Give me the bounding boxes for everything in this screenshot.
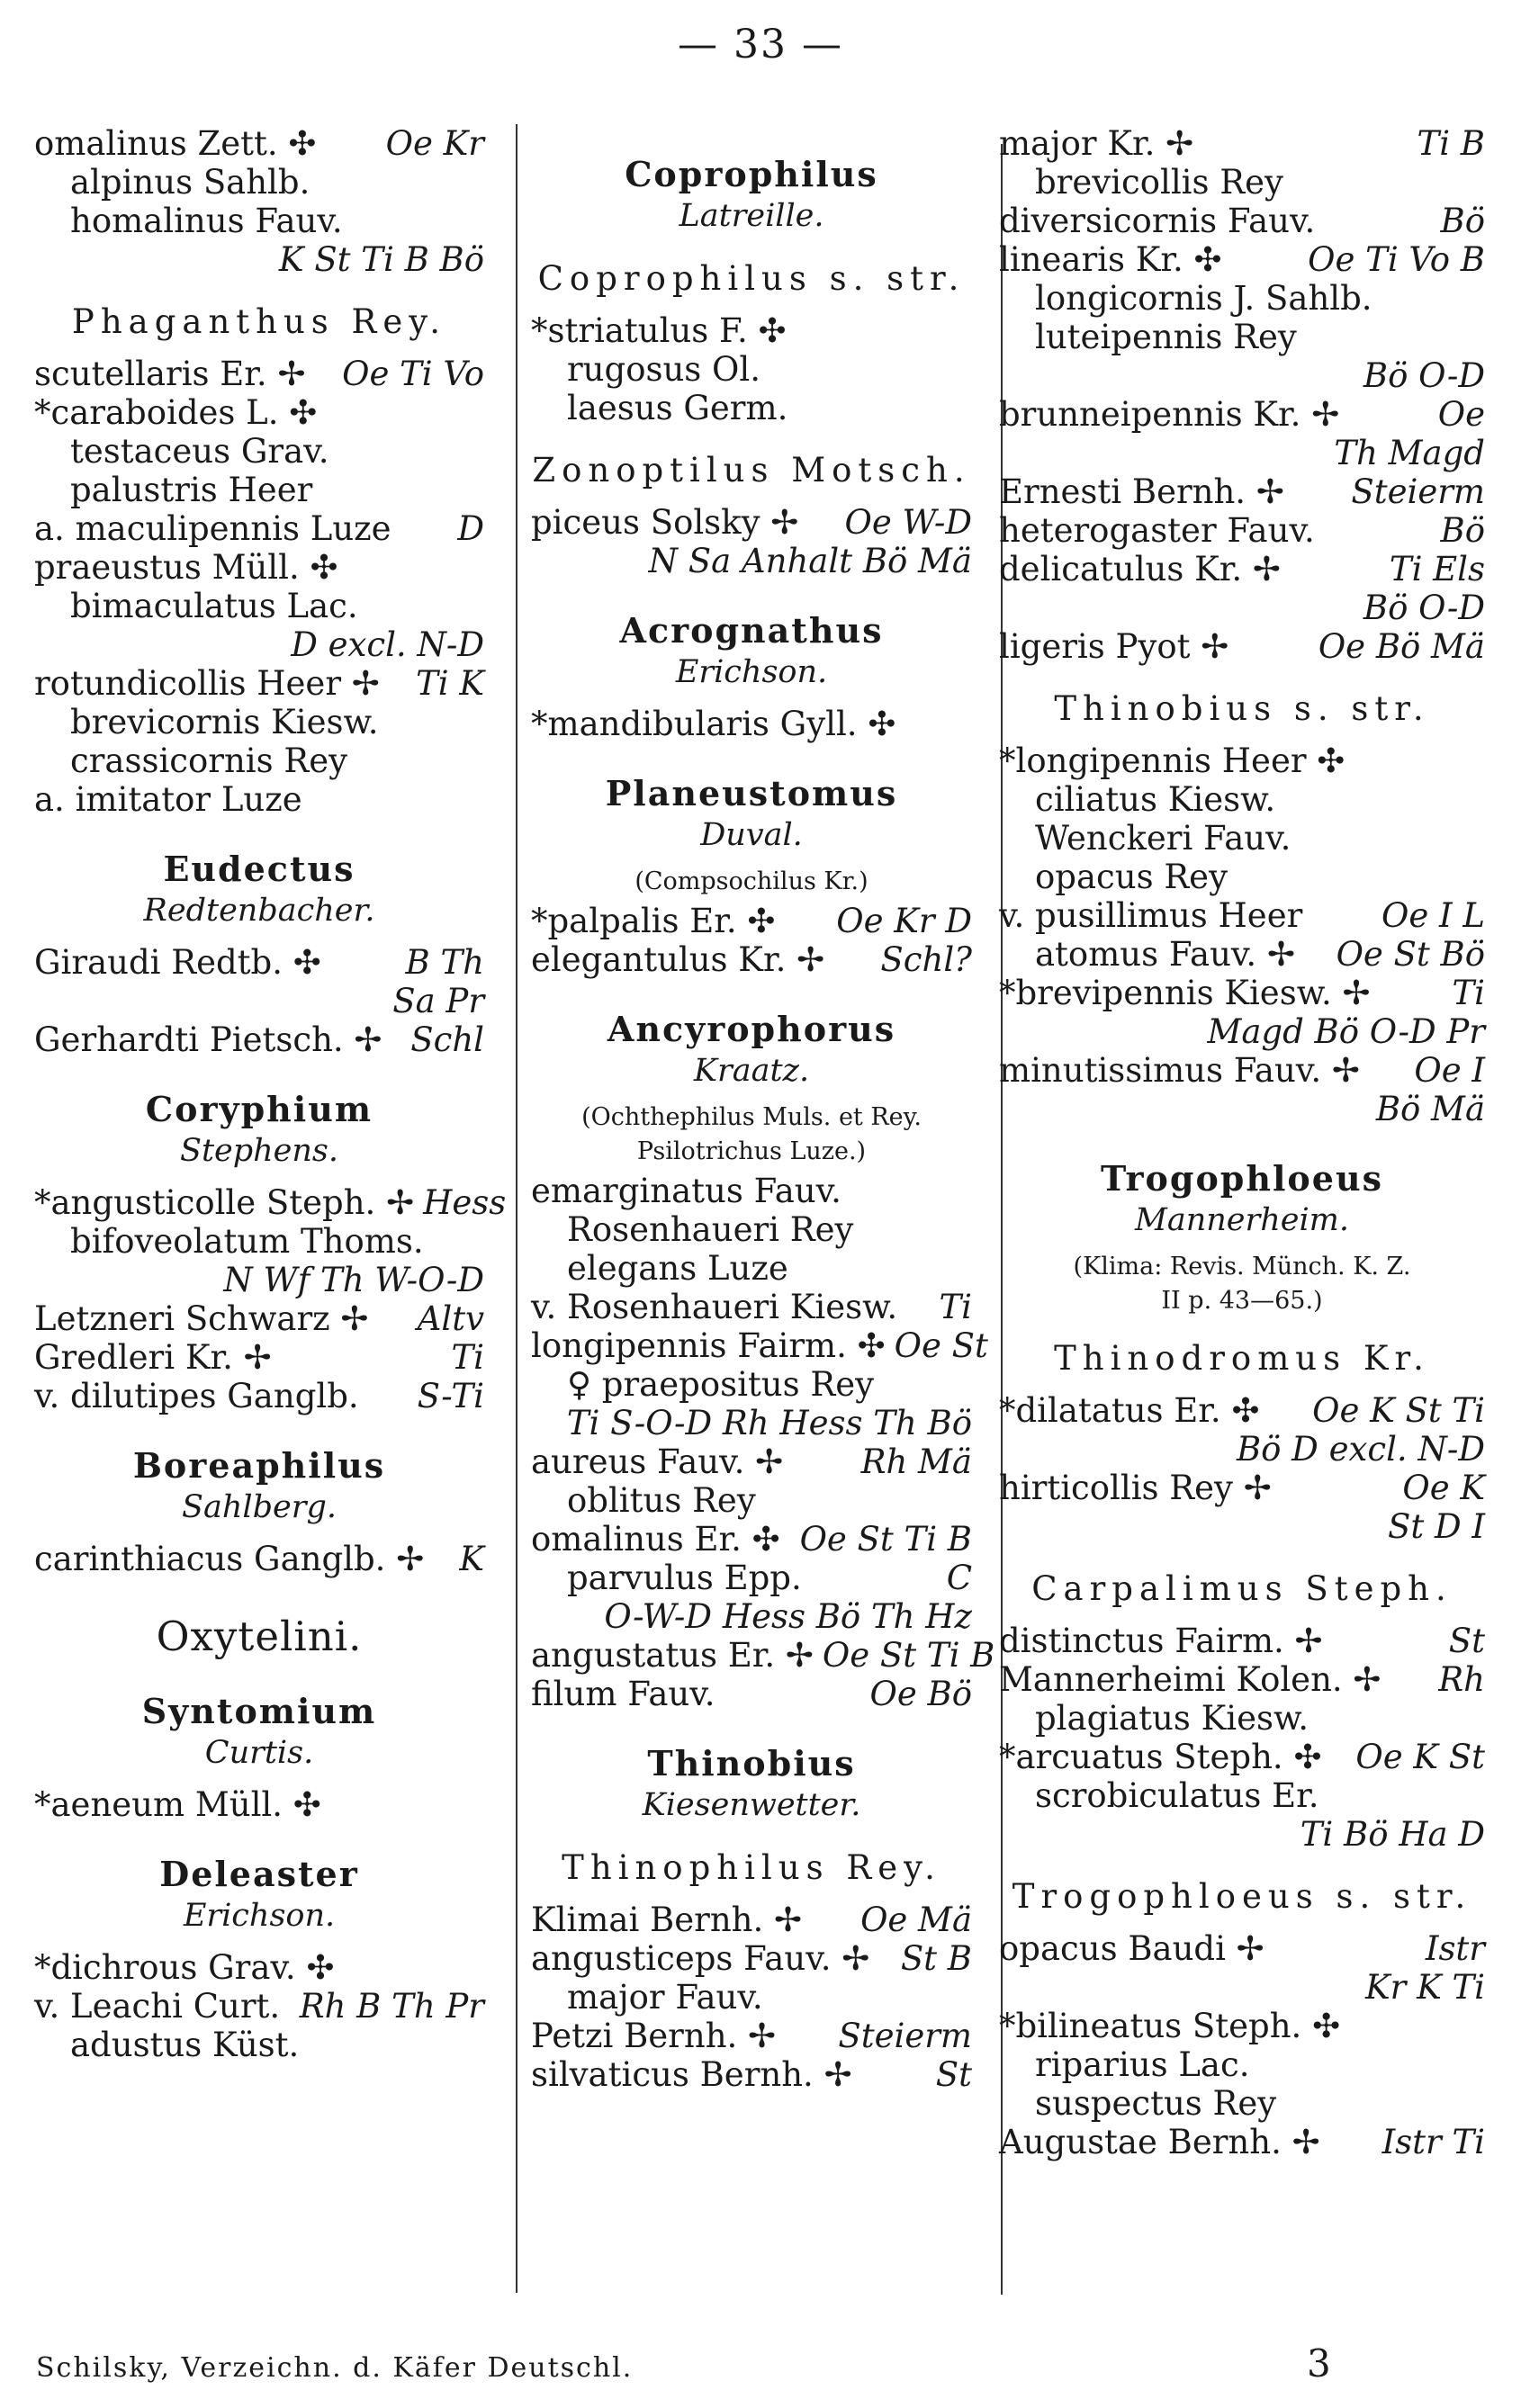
species-name: scutellaris Er. ✢ <box>34 355 306 393</box>
species-entry <box>531 1249 972 1288</box>
species-name: hirticollis Rey ✢ <box>999 1469 1272 1507</box>
species-name: a. maculipennis Luze <box>34 509 392 548</box>
distribution: Hess <box>423 1183 507 1222</box>
species-entry <box>34 1540 484 1578</box>
genus-heading: Ancyrophorus <box>607 1009 896 1049</box>
species-name: praeustus Müll. ✣ <box>34 548 338 587</box>
species-name: omalinus Zett. ✣ <box>34 124 317 163</box>
species-entry <box>531 1442 972 1481</box>
synonym-note: II p. 43—65.) <box>1161 1287 1323 1315</box>
species-entry <box>34 202 484 240</box>
genus-heading: Syntomium <box>141 1691 377 1731</box>
species-entry <box>999 202 1485 240</box>
distribution: Oe Mä <box>860 1900 972 1939</box>
species-entry <box>999 240 1485 279</box>
species-entry <box>34 1299 484 1338</box>
species-entry <box>531 705 972 743</box>
species-name: carinthiacus Ganglb. ✢ <box>34 1540 425 1578</box>
species-entry <box>999 511 1485 550</box>
column-2 <box>531 124 995 2094</box>
species-name: crassicornis Rey <box>70 741 348 780</box>
distribution-continuation: O-W-D Hess Bö Th Hz <box>604 1597 972 1636</box>
species-name: Gerhardti Pietsch. ✢ <box>34 1020 382 1059</box>
distribution: Oe Kr D <box>836 902 972 940</box>
species-entry <box>34 2026 484 2064</box>
species-name: brevicollis Rey <box>1035 163 1283 202</box>
species-name: bifoveolatum Thoms. <box>70 1222 424 1261</box>
species-name: *mandibularis Gyll. ✣ <box>531 705 896 743</box>
species-name: delicatulus Kr. ✢ <box>999 550 1281 589</box>
species-entry <box>531 1939 972 1978</box>
species-name: *dilatatus Er. ✣ <box>999 1391 1260 1430</box>
tribe-heading: Oxytelini. <box>156 1613 363 1660</box>
species-name: testaceus Grav. <box>70 432 329 471</box>
genus-author: Kraatz. <box>693 1053 810 1089</box>
distribution: D <box>457 509 484 548</box>
distribution: Oe St Ti B <box>799 1520 972 1559</box>
distribution: Istr <box>1425 1929 1485 1968</box>
genus-author: Curtis. <box>204 1735 314 1771</box>
distribution-continuation: Bö O-D <box>1363 356 1485 395</box>
species-entry <box>999 935 1485 974</box>
species-name: Wenckeri Fauv. <box>1035 819 1292 858</box>
distribution: St <box>1448 1622 1485 1660</box>
species-name: v. Leachi Curt. <box>34 1987 281 2026</box>
distribution-continuation: Bö O-D <box>1363 589 1485 627</box>
species-entry <box>531 311 972 350</box>
species-entry <box>34 741 484 780</box>
species-entry <box>34 163 484 202</box>
species-name: palustris Heer <box>70 471 313 509</box>
species-name: rugosus Ol. <box>567 350 760 389</box>
distribution-continuation: K St Ti B Bö <box>278 240 484 279</box>
species-entry <box>999 1391 1485 1430</box>
species-entry <box>34 780 484 819</box>
species-entry <box>999 2007 1485 2045</box>
species-entry <box>34 548 484 587</box>
species-name: Klimai Bernh. ✢ <box>531 1900 803 1939</box>
species-entry <box>34 432 484 471</box>
species-entry <box>34 124 484 163</box>
subgenus-heading: Trogophloeus s. str. <box>1012 1877 1472 1916</box>
species-name: laesus Germ. <box>567 389 788 427</box>
species-entry <box>999 741 1485 780</box>
species-name: Gredleri Kr. ✢ <box>34 1338 272 1377</box>
genus-author: Mannerheim. <box>1135 1202 1349 1238</box>
species-entry <box>34 509 484 548</box>
species-entry <box>999 780 1485 819</box>
species-entry <box>999 550 1485 589</box>
column-1 <box>34 124 507 2064</box>
subgenus-heading: Thinophilus Rey. <box>562 1848 941 1887</box>
species-name: v. dilutipes Ganglb. <box>34 1377 359 1415</box>
distribution: St <box>935 2055 972 2094</box>
distribution: Altv <box>417 1299 484 1338</box>
distribution: Oe W-D <box>844 503 972 542</box>
species-entry <box>999 858 1485 896</box>
species-name: oblitus Rey <box>567 1481 756 1520</box>
species-name: suspectus Rey <box>1035 2084 1277 2123</box>
species-name: elegantulus Kr. ✢ <box>531 940 825 979</box>
species-entry <box>999 163 1485 202</box>
distribution: Oe Bö Mä <box>1318 627 1485 666</box>
genus-heading: Acrognathus <box>619 610 884 651</box>
distribution: Bö <box>1440 511 1485 550</box>
distribution: Ti B <box>1417 124 1485 163</box>
species-entry <box>34 1020 484 1059</box>
distribution: Ti <box>451 1338 484 1377</box>
species-entry <box>34 664 484 703</box>
genus-heading: Planeustomus <box>605 773 898 813</box>
species-name: a. imitator Luze <box>34 780 302 819</box>
footer-sheet-number: 3 <box>1307 2341 1331 2386</box>
species-entry <box>999 279 1485 318</box>
synonym-note: (Ochthephilus Muls. et Rey. <box>581 1103 922 1131</box>
species-name: filum Fauv. <box>531 1675 716 1713</box>
distribution: S-Ti <box>417 1377 484 1415</box>
species-name: luteipennis Rey <box>1035 318 1297 356</box>
species-entry <box>531 940 972 979</box>
species-name: *caraboides L. ✣ <box>34 393 318 432</box>
species-name: elegans Luze <box>567 1249 788 1288</box>
species-entry <box>999 1929 1485 1968</box>
distribution: Rh Mä <box>860 1442 972 1481</box>
distribution: Oe Ti Vo B <box>1308 240 1485 279</box>
genus-heading: Coprophilus <box>625 154 878 194</box>
species-name: *palpalis Er. ✣ <box>531 902 776 940</box>
distribution-continuation: N Sa Anhalt Bö Mä <box>648 542 972 580</box>
species-name: Ernesti Bernh. ✢ <box>999 472 1284 511</box>
genus-author: Latreille. <box>679 198 824 234</box>
species-entry <box>999 1469 1485 1507</box>
species-name: ♀ praepositus Rey <box>567 1365 875 1404</box>
species-name: heterogaster Fauv. <box>999 511 1315 550</box>
species-entry <box>999 974 1485 1012</box>
species-name: *aeneum Müll. ✣ <box>34 1785 321 1824</box>
distribution-continuation: Ti Bö Ha D <box>1300 1815 1485 1854</box>
species-entry <box>999 1051 1485 1090</box>
species-entry <box>531 1636 995 1675</box>
distribution: B Th <box>405 943 484 982</box>
species-name: Augustae Bernh. ✢ <box>999 2123 1320 2161</box>
species-entry <box>531 1520 972 1559</box>
species-name: Letzneri Schwarz ✢ <box>34 1299 369 1338</box>
distribution-continuation: Sa Pr <box>392 982 484 1020</box>
species-entry <box>34 1987 484 2026</box>
distribution: Oe I L <box>1382 896 1485 935</box>
distribution: Oe Bö <box>869 1675 972 1713</box>
species-name: longicornis J. Sahlb. <box>1035 279 1372 318</box>
subgenus-heading: Zonoptilus Motsch. <box>532 451 971 490</box>
species-name: angusticeps Fauv. ✢ <box>531 1939 870 1978</box>
species-entry <box>531 1365 972 1404</box>
species-name: atomus Fauv. ✢ <box>1035 935 1295 974</box>
species-entry <box>531 1210 972 1249</box>
species-entry <box>34 703 484 741</box>
distribution: Steierm <box>838 2017 972 2055</box>
species-name: Rosenhaueri Rey <box>567 1210 854 1249</box>
distribution: Oe St <box>894 1326 988 1365</box>
genus-heading: Trogophloeus <box>1101 1158 1383 1199</box>
species-name: rotundicollis Heer ✢ <box>34 664 380 703</box>
column-3 <box>999 124 1485 2161</box>
distribution: Schl? <box>880 940 972 979</box>
distribution: St B <box>900 1939 972 1978</box>
page-number: — 33 — <box>678 22 843 67</box>
footer-signature: Schilsky, Verzeichn. d. Käfer Deutschl. <box>36 2352 634 2384</box>
species-entry <box>34 471 484 509</box>
distribution: Oe <box>1437 395 1485 434</box>
species-entry <box>531 1481 972 1520</box>
species-entry <box>999 1699 1485 1738</box>
species-name: piceus Solsky ✢ <box>531 503 799 542</box>
species-name: silvaticus Bernh. ✢ <box>531 2055 852 2094</box>
species-entry <box>34 1222 484 1261</box>
distribution-continuation: Bö Mä <box>1375 1090 1485 1128</box>
species-entry <box>999 472 1485 511</box>
species-entry <box>999 819 1485 858</box>
species-name: *bilineatus Steph. ✣ <box>999 2007 1341 2045</box>
species-name: *striatulus F. ✣ <box>531 311 787 350</box>
species-entry <box>531 503 972 542</box>
distribution: Oe Ti Vo <box>342 355 484 393</box>
distribution-continuation: D excl. N-D <box>291 625 484 664</box>
distribution: K <box>459 1540 484 1578</box>
species-entry <box>531 1326 988 1365</box>
distribution: Rh <box>1438 1660 1485 1699</box>
genus-heading: Coryphium <box>145 1089 374 1129</box>
species-entry <box>999 1660 1485 1699</box>
species-name: plagiatus Kiesw. <box>1035 1699 1310 1738</box>
distribution: Ti Els <box>1389 550 1485 589</box>
species-name: riparius Lac. <box>1035 2045 1250 2084</box>
subgenus-heading: Thinodromus Kr. <box>1054 1339 1430 1378</box>
species-name: *angusticolle Steph. ✢ <box>34 1183 415 1222</box>
species-name: diversicornis Fauv. <box>999 202 1316 240</box>
synonym-note: (Compsochilus Kr.) <box>634 867 868 895</box>
species-entry <box>999 2123 1485 2161</box>
distribution: Ti K <box>416 664 484 703</box>
distribution-continuation: N Wf Th W-O-D <box>223 1261 484 1299</box>
species-name: angustatus Er. ✢ <box>531 1636 814 1675</box>
species-entry <box>531 2055 972 2094</box>
species-name: parvulus Epp. <box>567 1559 802 1597</box>
distribution: Oe St Ti B <box>822 1636 995 1675</box>
species-name: v. Rosenhaueri Kiesw. <box>531 1288 898 1326</box>
species-entry <box>531 350 972 389</box>
distribution-continuation: Bö D excl. N-D <box>1236 1430 1485 1469</box>
species-name: Mannerheimi Kolen. ✢ <box>999 1660 1382 1699</box>
species-name: brunneipennis Kr. ✢ <box>999 395 1340 434</box>
species-entry <box>34 943 484 982</box>
distribution: Oe K St <box>1355 1738 1485 1776</box>
species-entry <box>34 1183 507 1222</box>
species-name: linearis Kr. ✣ <box>999 240 1222 279</box>
distribution-continuation: St D I <box>1387 1507 1485 1546</box>
genus-author: Redtenbacher. <box>143 893 375 929</box>
species-entry <box>531 1978 972 2017</box>
genus-heading: Boreaphilus <box>132 1445 386 1486</box>
distribution: Oe K <box>1402 1469 1485 1507</box>
genus-heading: Thinobius <box>647 1743 856 1784</box>
species-name: minutissimus Fauv. ✢ <box>999 1051 1360 1090</box>
species-name: *longipennis Heer ✣ <box>999 741 1346 780</box>
distribution: Steierm <box>1351 472 1485 511</box>
species-entry <box>531 1900 972 1939</box>
species-entry <box>999 124 1485 163</box>
species-entry <box>999 2045 1485 2084</box>
species-entry <box>999 1622 1485 1660</box>
species-entry <box>999 1776 1485 1815</box>
synonym-note: Psilotrichus Luze.) <box>636 1137 867 1165</box>
species-name: homalinus Fauv. <box>70 202 343 240</box>
genus-author: Kiesenwetter. <box>642 1787 861 1823</box>
distribution: C <box>946 1559 972 1597</box>
synonym-note: (Klima: Revis. Münch. K. Z. <box>1073 1253 1411 1280</box>
species-name: v. pusillimus Heer <box>999 896 1303 935</box>
column-rule-left <box>516 124 518 2293</box>
species-name: alpinus Sahlb. <box>70 163 310 202</box>
species-name: *brevipennis Kiesw. ✢ <box>999 974 1371 1012</box>
distribution: Oe I <box>1414 1051 1485 1090</box>
species-entry <box>34 393 484 432</box>
distribution: Rh B Th Pr <box>299 1987 484 2026</box>
distribution-continuation: Kr K Ti <box>1364 1968 1485 2007</box>
species-name: ciliatus Kiesw. <box>1035 780 1276 819</box>
genus-author: Erichson. <box>183 1898 336 1934</box>
species-entry <box>531 1675 972 1713</box>
distribution: Ti <box>939 1288 972 1326</box>
distribution: Bö <box>1440 202 1485 240</box>
species-name: brevicornis Kiesw. <box>70 703 379 741</box>
species-name: opacus Baudi ✢ <box>999 1929 1264 1968</box>
species-name: longipennis Fairm. ✣ <box>531 1326 886 1365</box>
species-entry <box>999 1738 1485 1776</box>
species-entry <box>999 318 1485 356</box>
species-entry <box>999 896 1485 935</box>
distribution: Istr Ti <box>1382 2123 1485 2161</box>
distribution: Oe K St Ti <box>1312 1391 1485 1430</box>
species-name: scrobiculatus Er. <box>1035 1776 1319 1815</box>
distribution-continuation: Magd Bö O-D Pr <box>1207 1012 1485 1051</box>
genus-author: Stephens. <box>179 1133 339 1169</box>
species-name: major Kr. ✢ <box>999 124 1194 163</box>
species-name: opacus Rey <box>1035 858 1228 896</box>
species-entry <box>531 902 972 940</box>
distribution-continuation: Ti S-O-D Rh Hess Th Bö <box>566 1404 972 1442</box>
subgenus-heading: Thinobius s. str. <box>1054 689 1430 728</box>
species-entry <box>999 2084 1485 2123</box>
distribution: Ti <box>1452 974 1485 1012</box>
species-entry <box>34 587 484 625</box>
species-name: *arcuatus Steph. ✣ <box>999 1738 1322 1776</box>
species-name: omalinus Er. ✣ <box>531 1520 780 1559</box>
distribution-continuation: Th Magd <box>1334 434 1485 472</box>
genus-author: Sahlberg. <box>182 1489 337 1525</box>
species-entry <box>34 1377 484 1415</box>
genus-heading: Deleaster <box>159 1854 359 1894</box>
species-entry <box>531 389 972 427</box>
species-name: adustus Küst. <box>70 2026 300 2064</box>
subgenus-heading: Phaganthus Rey. <box>71 302 447 341</box>
subgenus-heading: Coprophilus s. str. <box>537 259 966 298</box>
species-entry <box>34 355 484 393</box>
species-name: Giraudi Redtb. ✣ <box>34 943 321 982</box>
species-entry <box>531 1172 972 1210</box>
genus-heading: Eudectus <box>163 849 356 889</box>
species-entry <box>34 1338 484 1377</box>
species-name: Petzi Bernh. ✢ <box>531 2017 777 2055</box>
species-entry <box>531 1559 972 1597</box>
distribution: Schl <box>410 1020 484 1059</box>
distribution: Oe Kr <box>385 124 484 163</box>
species-entry <box>34 1948 484 1987</box>
distribution: Oe St Bö <box>1336 935 1485 974</box>
genus-author: Duval. <box>700 817 803 853</box>
species-entry <box>531 1288 972 1326</box>
species-name: distinctus Fairm. ✢ <box>999 1622 1323 1660</box>
species-name: ligeris Pyot ✢ <box>999 627 1229 666</box>
subgenus-heading: Carpalimus Steph. <box>1031 1569 1453 1608</box>
species-name: aureus Fauv. ✢ <box>531 1442 784 1481</box>
genus-author: Erichson. <box>675 654 828 690</box>
species-entry <box>999 395 1485 434</box>
species-name: major Fauv. <box>567 1978 763 2017</box>
species-entry <box>531 2017 972 2055</box>
species-name: emarginatus Fauv. <box>531 1172 842 1210</box>
species-entry <box>999 627 1485 666</box>
species-name: *dichrous Grav. ✣ <box>34 1948 335 1987</box>
species-name: bimaculatus Lac. <box>70 587 358 625</box>
species-entry <box>34 1785 484 1824</box>
